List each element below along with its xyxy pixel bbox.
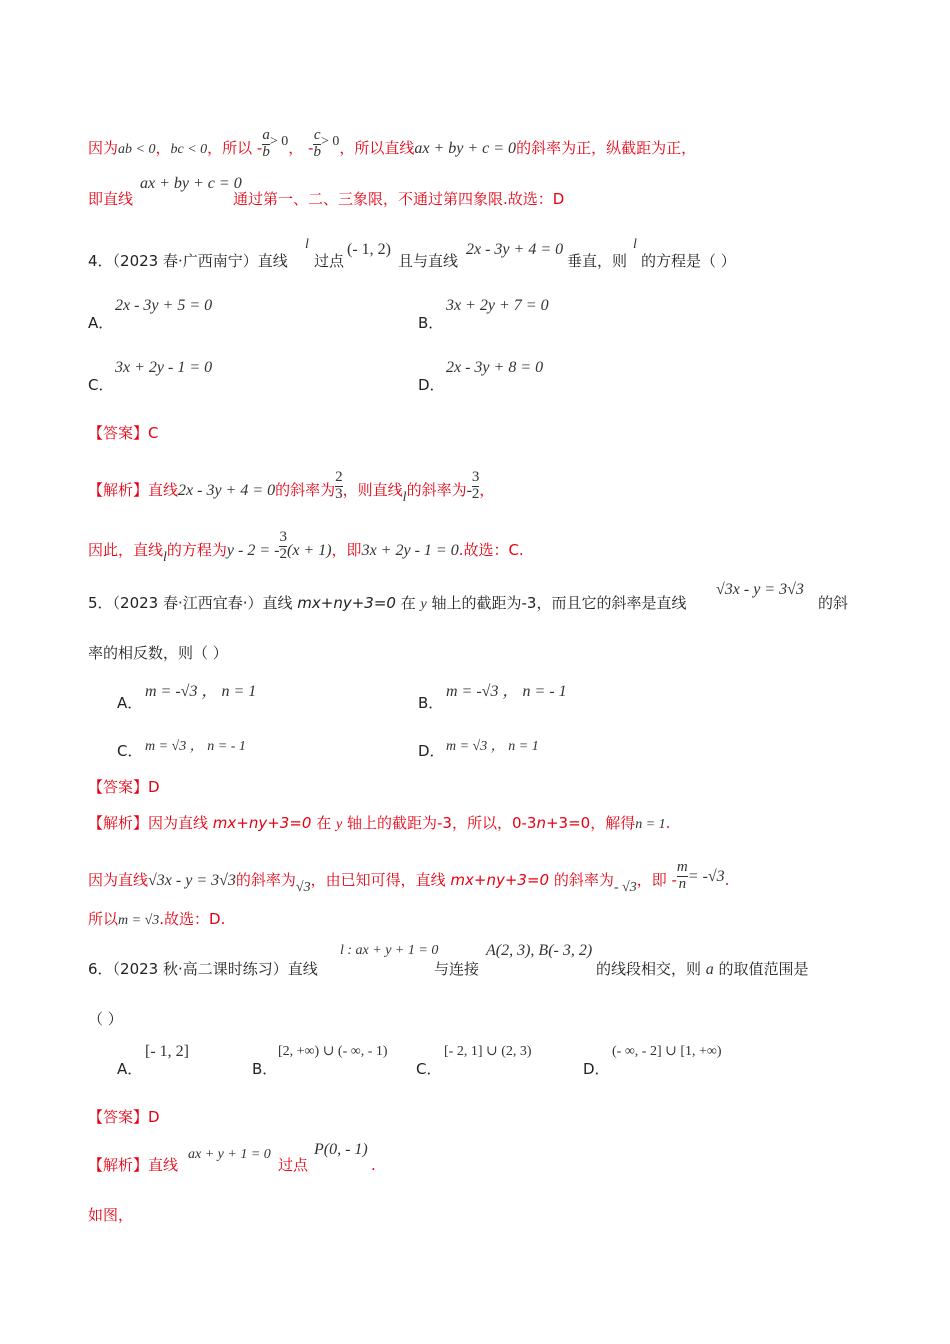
math-expr: bc < 0 bbox=[170, 141, 208, 157]
text: 的斜率为 bbox=[549, 870, 614, 889]
text: 通过第一、二、三象限，不通过第四象限.故选：D bbox=[233, 190, 565, 208]
option-label: A． bbox=[117, 694, 143, 712]
text: ， bbox=[155, 138, 171, 157]
fraction-num: m bbox=[676, 859, 688, 875]
fraction-num: a bbox=[262, 127, 270, 143]
math-var: y bbox=[420, 597, 427, 612]
text: 如图， bbox=[88, 1206, 134, 1224]
q6-stem-1b bbox=[596, 962, 809, 978]
prev-line-1 bbox=[88, 127, 697, 165]
q4-option-b[interactable] bbox=[418, 316, 443, 331]
answer: 【答案】D bbox=[88, 1108, 160, 1126]
math-expr: (- 1, 2) bbox=[347, 241, 391, 258]
fraction-num: c bbox=[313, 127, 321, 143]
text: 的斜率为 bbox=[275, 480, 336, 499]
math-expr: mx+ny+3=0 bbox=[212, 814, 312, 832]
math-expr: A(2, 3), B(- 3, 2) bbox=[486, 942, 593, 959]
fraction bbox=[262, 128, 270, 161]
text: ，由已知可得，直线 bbox=[310, 870, 451, 889]
math-var: n bbox=[536, 814, 546, 832]
text: 所以 bbox=[88, 910, 119, 928]
q5-option-d[interactable] bbox=[418, 744, 445, 759]
text: 轴上的截距为-3，所以，0-3 bbox=[342, 814, 537, 832]
math-var: l bbox=[305, 237, 309, 252]
option-expr: m = -√3 ， n = - 1 bbox=[446, 683, 567, 700]
math-expr: - √3 bbox=[613, 879, 637, 895]
q4-stem bbox=[88, 254, 288, 269]
option-expr: [- 1, 2] bbox=[145, 1043, 189, 1060]
fraction-num: 3 bbox=[279, 529, 287, 545]
fraction-num: 3 bbox=[471, 469, 480, 485]
question-stem: （ ） bbox=[88, 1010, 123, 1028]
option-label: B． bbox=[418, 314, 444, 332]
math-expr: y - 2 = - bbox=[226, 541, 280, 559]
text: 【解析】直线 bbox=[88, 480, 179, 499]
text: ，即 bbox=[331, 540, 362, 559]
option-expr: 3x + 2y + 7 = 0 bbox=[446, 297, 549, 314]
q6-option-a[interactable] bbox=[117, 1062, 142, 1077]
q4-analysis-2 bbox=[88, 529, 524, 567]
math-expr: - bbox=[466, 481, 472, 499]
fraction-den: b bbox=[313, 143, 321, 160]
text: ，所以直线 bbox=[339, 138, 415, 157]
math-expr: ax + by + c = 0 bbox=[140, 175, 242, 192]
math-expr: √3x - y = 3√3 bbox=[148, 871, 236, 889]
text: 【解析】因为直线 bbox=[88, 814, 213, 832]
q5-option-b[interactable] bbox=[418, 696, 443, 711]
q4-option-d[interactable] bbox=[418, 378, 445, 393]
option-expr: 2x - 3y + 5 = 0 bbox=[115, 297, 213, 314]
prev-line-2 bbox=[88, 192, 133, 207]
fraction-den: 2 bbox=[471, 485, 480, 502]
text: 因为 bbox=[88, 138, 119, 157]
math-expr: 2x - 3y + 4 = 0 bbox=[178, 481, 276, 499]
text: ，则直线 bbox=[342, 480, 403, 499]
text: . bbox=[665, 814, 671, 832]
text: （2023 春·江西宜春·）直线 bbox=[112, 594, 298, 612]
fraction bbox=[472, 470, 480, 503]
text: . bbox=[724, 870, 730, 889]
text: ， - bbox=[288, 138, 314, 157]
option-expr: [- 2, 1] ∪ (2, 3) bbox=[444, 1044, 532, 1059]
text: 的线段相交，则 bbox=[596, 960, 706, 978]
fraction bbox=[279, 530, 287, 563]
q5-option-c[interactable] bbox=[117, 744, 142, 759]
option-label: D． bbox=[583, 1060, 610, 1078]
text: 因此，直线 bbox=[88, 540, 164, 559]
option-expr: [2, +∞) ∪ (- ∞, - 1) bbox=[278, 1044, 388, 1059]
answer: 【答案】C bbox=[88, 424, 159, 442]
option-label: C． bbox=[117, 742, 143, 760]
text: ，即 - bbox=[636, 870, 677, 889]
fraction-num: 2 bbox=[335, 469, 343, 485]
text: 轴上的截距为-3，而且它的斜率是直线 bbox=[426, 594, 687, 612]
question-number: 6． bbox=[88, 960, 113, 978]
question-number: 5． bbox=[88, 594, 113, 612]
fraction-den: 3 bbox=[335, 485, 343, 502]
option-expr: (- ∞, - 2] ∪ [1, +∞) bbox=[612, 1044, 722, 1059]
text: 因为直线 bbox=[88, 870, 149, 889]
text: 的斜率为 bbox=[235, 870, 296, 889]
text: 【解析】直线 bbox=[88, 1156, 179, 1174]
text: 过点 bbox=[278, 1156, 309, 1174]
q5-stem-1 bbox=[88, 596, 686, 612]
text: （2023 秋·高二课时练习）直线 bbox=[112, 960, 318, 978]
math-expr: 3x + 2y - 1 = 0 bbox=[361, 541, 459, 559]
text: 的方程为 bbox=[166, 540, 227, 559]
math-expr: √3 bbox=[295, 879, 311, 895]
math-expr: mx+ny+3=0 bbox=[450, 870, 550, 889]
option-label: A． bbox=[88, 314, 114, 332]
text: 的斜率为 bbox=[406, 480, 467, 499]
math-var: y bbox=[336, 817, 343, 832]
option-label: D． bbox=[418, 742, 445, 760]
math-var: l bbox=[633, 237, 637, 252]
option-label: B． bbox=[252, 1060, 278, 1078]
text: 的斜率为正，纵截距为正， bbox=[516, 138, 697, 157]
text: +3=0，解得 bbox=[545, 814, 636, 832]
text: 过点 bbox=[314, 252, 345, 270]
fraction-den: n bbox=[678, 875, 687, 892]
math-expr: = -√3 bbox=[687, 867, 725, 885]
text: 的取值范围是 bbox=[713, 960, 809, 978]
math-expr: 2x - 3y + 4 = 0 bbox=[466, 241, 564, 258]
text: 即直线 bbox=[88, 190, 134, 208]
fraction bbox=[677, 860, 688, 893]
math-expr: ab < 0 bbox=[118, 141, 156, 157]
math-var: l bbox=[402, 489, 407, 505]
math-var: l bbox=[163, 549, 167, 565]
text: 且与直线 bbox=[398, 252, 459, 270]
fraction-den: 2 bbox=[279, 545, 287, 562]
option-expr: m = √3 ， n = - 1 bbox=[145, 739, 246, 754]
fraction-den: b bbox=[262, 143, 270, 160]
text: 在 bbox=[311, 814, 336, 832]
option-label: C． bbox=[416, 1060, 442, 1078]
q5-analysis-2 bbox=[88, 859, 730, 897]
q6-stem-1 bbox=[88, 962, 318, 977]
math-expr: mx+ny+3=0 bbox=[297, 594, 396, 612]
option-expr: 3x + 2y - 1 = 0 bbox=[115, 359, 213, 376]
q6-option-c[interactable] bbox=[416, 1062, 441, 1077]
question-number: 4． bbox=[88, 252, 113, 270]
question-stem: 率的相反数，则（ ） bbox=[88, 644, 228, 662]
text: ，所以 - bbox=[207, 138, 263, 157]
math-expr: > 0 bbox=[320, 133, 340, 149]
text: 的斜 bbox=[818, 594, 849, 612]
answer: 【答案】D bbox=[88, 778, 160, 796]
option-label: C． bbox=[88, 376, 114, 394]
option-expr: 2x - 3y + 8 = 0 bbox=[446, 359, 544, 376]
text: ， bbox=[479, 480, 495, 499]
option-expr: m = -√3 ， n = 1 bbox=[145, 683, 257, 700]
fraction bbox=[335, 470, 343, 503]
text: 在 bbox=[395, 594, 421, 612]
text: . bbox=[371, 1156, 376, 1174]
math-expr: (x + 1) bbox=[286, 541, 332, 559]
option-expr: m = √3 ， n = 1 bbox=[446, 739, 539, 754]
math-expr: n = 1 bbox=[635, 817, 666, 832]
text: 与连接 bbox=[434, 960, 480, 978]
q4-option-a[interactable] bbox=[88, 316, 113, 331]
text: 的方程是（ ） bbox=[641, 252, 736, 270]
math-expr: ax + y + 1 = 0 bbox=[188, 1147, 271, 1162]
math-expr: > 0 bbox=[269, 133, 289, 149]
text: .故选：D. bbox=[159, 910, 226, 928]
text: （2023 春·广西南宁）直线 bbox=[112, 252, 288, 270]
math-expr: l : ax + y + 1 = 0 bbox=[340, 943, 439, 958]
math-expr: ax + by + c = 0 bbox=[414, 139, 517, 157]
math-expr: P(0, - 1) bbox=[314, 1141, 368, 1158]
q4-option-c[interactable] bbox=[88, 378, 113, 393]
option-label: D． bbox=[418, 376, 445, 394]
fraction bbox=[313, 128, 321, 161]
q6-option-d[interactable] bbox=[583, 1062, 610, 1077]
math-var: a bbox=[705, 961, 714, 978]
q5-analysis-1 bbox=[88, 816, 670, 832]
q5-analysis-3 bbox=[88, 912, 225, 928]
math-expr: √3x - y = 3√3 bbox=[716, 581, 804, 598]
math-expr: m = √3 bbox=[118, 913, 160, 928]
option-label: B． bbox=[418, 694, 444, 712]
q5-option-a[interactable] bbox=[117, 696, 142, 711]
option-label: A． bbox=[117, 1060, 143, 1078]
text: .故选：C. bbox=[458, 540, 524, 559]
text: 垂直，则 bbox=[567, 252, 628, 270]
q4-analysis-1 bbox=[88, 469, 495, 507]
q6-option-b[interactable] bbox=[252, 1062, 277, 1077]
